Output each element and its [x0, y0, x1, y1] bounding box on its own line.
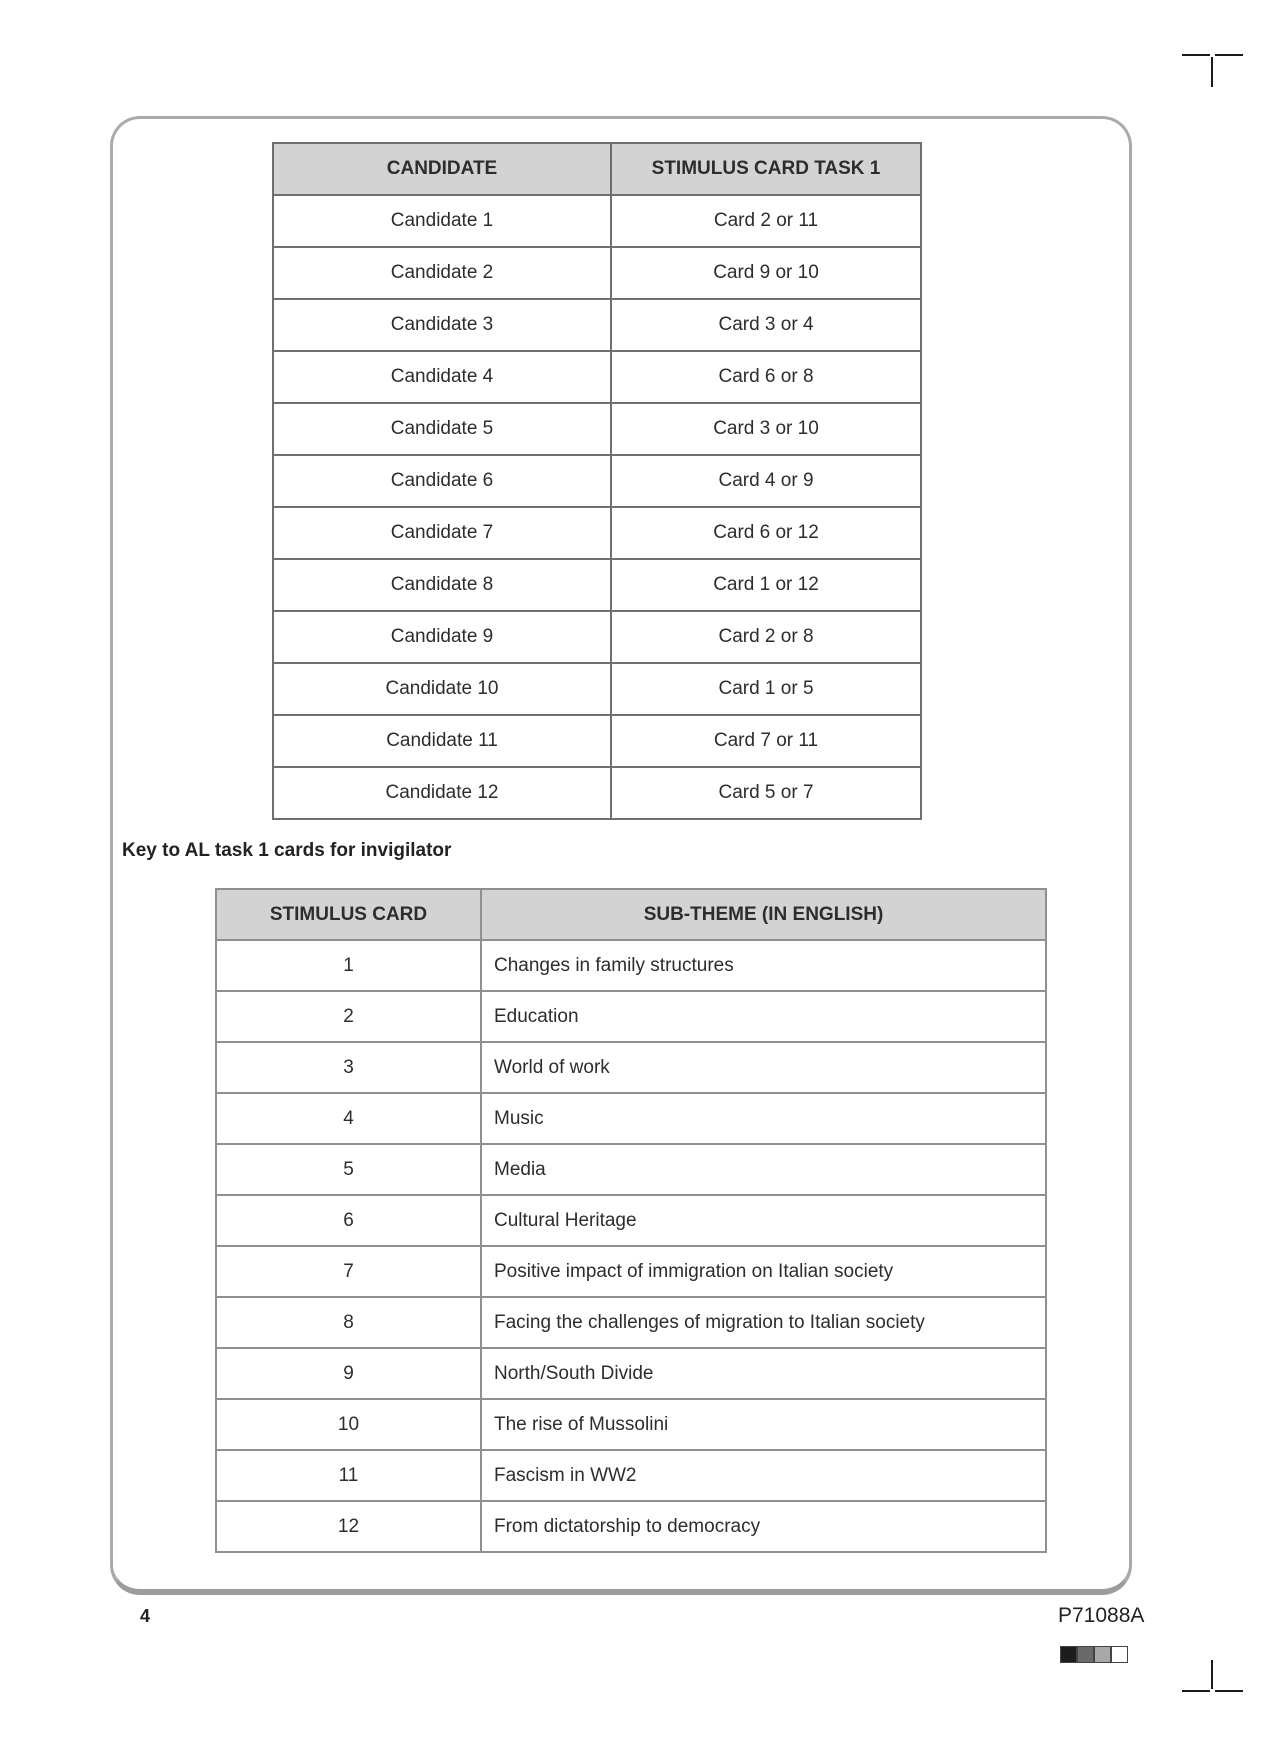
card-number-cell: 11: [216, 1450, 481, 1501]
table-row: [216, 1042, 1046, 1093]
table-row: [216, 1093, 1046, 1144]
candidate-cell: Candidate 8: [273, 559, 611, 611]
table-row: [273, 195, 921, 247]
table-row: [273, 767, 921, 819]
table-row: [273, 611, 921, 663]
table-row: [273, 351, 921, 403]
sub-theme-cell: The rise of Mussolini: [481, 1399, 1046, 1450]
print-color-calibration-bar: [1060, 1646, 1128, 1663]
card-cell: Card 2 or 11: [611, 195, 921, 247]
table-row: [216, 1195, 1046, 1246]
table-row: [273, 247, 921, 299]
table-row: [216, 1246, 1046, 1297]
table-row: [273, 715, 921, 767]
card-cell: Card 2 or 8: [611, 611, 921, 663]
card-number-cell: 4: [216, 1093, 481, 1144]
color-bar-square-darkgray: [1077, 1646, 1094, 1663]
table-row: [216, 1399, 1046, 1450]
sub-theme-cell: Music: [481, 1093, 1046, 1144]
card-cell: Card 3 or 4: [611, 299, 921, 351]
candidate-cell: Candidate 5: [273, 403, 611, 455]
card-number-cell: 10: [216, 1399, 481, 1450]
sub-theme-cell: Education: [481, 991, 1046, 1042]
stimulus-card-task-column-header: STIMULUS CARD TASK 1: [611, 143, 921, 195]
candidate-cell: Candidate 12: [273, 767, 611, 819]
card-cell: Card 1 or 12: [611, 559, 921, 611]
candidate-allocation-table: [272, 142, 922, 820]
table-row: [273, 663, 921, 715]
page-number: 4: [140, 1606, 151, 1626]
card-number-cell: 6: [216, 1195, 481, 1246]
sub-theme-cell: World of work: [481, 1042, 1046, 1093]
candidate-cell: Candidate 4: [273, 351, 611, 403]
card-number-cell: 5: [216, 1144, 481, 1195]
candidate-cell: Candidate 3: [273, 299, 611, 351]
candidate-cell: Candidate 6: [273, 455, 611, 507]
table-row: [216, 991, 1046, 1042]
card-cell: Card 9 or 10: [611, 247, 921, 299]
sub-theme-cell: Changes in family structures: [481, 940, 1046, 991]
table-row: [273, 507, 921, 559]
table-row: [216, 940, 1046, 991]
sub-theme-cell: Media: [481, 1144, 1046, 1195]
card-cell: Card 7 or 11: [611, 715, 921, 767]
candidate-cell: Candidate 11: [273, 715, 611, 767]
table-row: [273, 559, 921, 611]
sub-theme-cell: From dictatorship to democracy: [481, 1501, 1046, 1552]
card-cell: Card 6 or 12: [611, 507, 921, 559]
card-number-cell: 7: [216, 1246, 481, 1297]
sub-theme-cell: Fascism in WW2: [481, 1450, 1046, 1501]
card-cell: Card 3 or 10: [611, 403, 921, 455]
sub-theme-cell: Facing the challenges of migration to Italian society: [481, 1297, 1046, 1348]
sub-theme-column-header: SUB-THEME (IN ENGLISH): [481, 889, 1046, 940]
card-cell: Card 5 or 7: [611, 767, 921, 819]
candidate-cell: Candidate 9: [273, 611, 611, 663]
card-number-cell: 2: [216, 991, 481, 1042]
table-row: [273, 403, 921, 455]
color-bar-square-black: [1060, 1646, 1077, 1663]
table-row: [216, 1501, 1046, 1552]
table-header-row: [216, 889, 1046, 940]
stimulus-card-column-header: STIMULUS CARD: [216, 889, 481, 940]
candidate-cell: Candidate 10: [273, 663, 611, 715]
card-number-cell: 9: [216, 1348, 481, 1399]
color-bar-square-gray: [1094, 1646, 1111, 1663]
key-heading: Key to AL task 1 cards for invigilator: [122, 840, 452, 861]
candidate-cell: Candidate 1: [273, 195, 611, 247]
candidate-cell: Candidate 7: [273, 507, 611, 559]
table-row: [216, 1297, 1046, 1348]
table-row: [216, 1450, 1046, 1501]
card-number-cell: 1: [216, 940, 481, 991]
card-cell: Card 4 or 9: [611, 455, 921, 507]
card-cell: Card 6 or 8: [611, 351, 921, 403]
card-number-cell: 12: [216, 1501, 481, 1552]
table-row: [273, 299, 921, 351]
table-row: [273, 455, 921, 507]
table-row: [216, 1144, 1046, 1195]
candidate-column-header: CANDIDATE: [273, 143, 611, 195]
card-number-cell: 3: [216, 1042, 481, 1093]
card-number-cell: 8: [216, 1297, 481, 1348]
paper-code: P71088A: [1058, 1604, 1145, 1627]
sub-theme-cell: Cultural Heritage: [481, 1195, 1046, 1246]
sub-theme-cell: Positive impact of immigration on Italian society: [481, 1246, 1046, 1297]
stimulus-card-key-table: [215, 888, 1047, 1553]
color-bar-square-white: [1111, 1646, 1128, 1663]
table-header-row: [273, 143, 921, 195]
table-row: [216, 1348, 1046, 1399]
card-cell: Card 1 or 5: [611, 663, 921, 715]
sub-theme-cell: North/South Divide: [481, 1348, 1046, 1399]
candidate-cell: Candidate 2: [273, 247, 611, 299]
